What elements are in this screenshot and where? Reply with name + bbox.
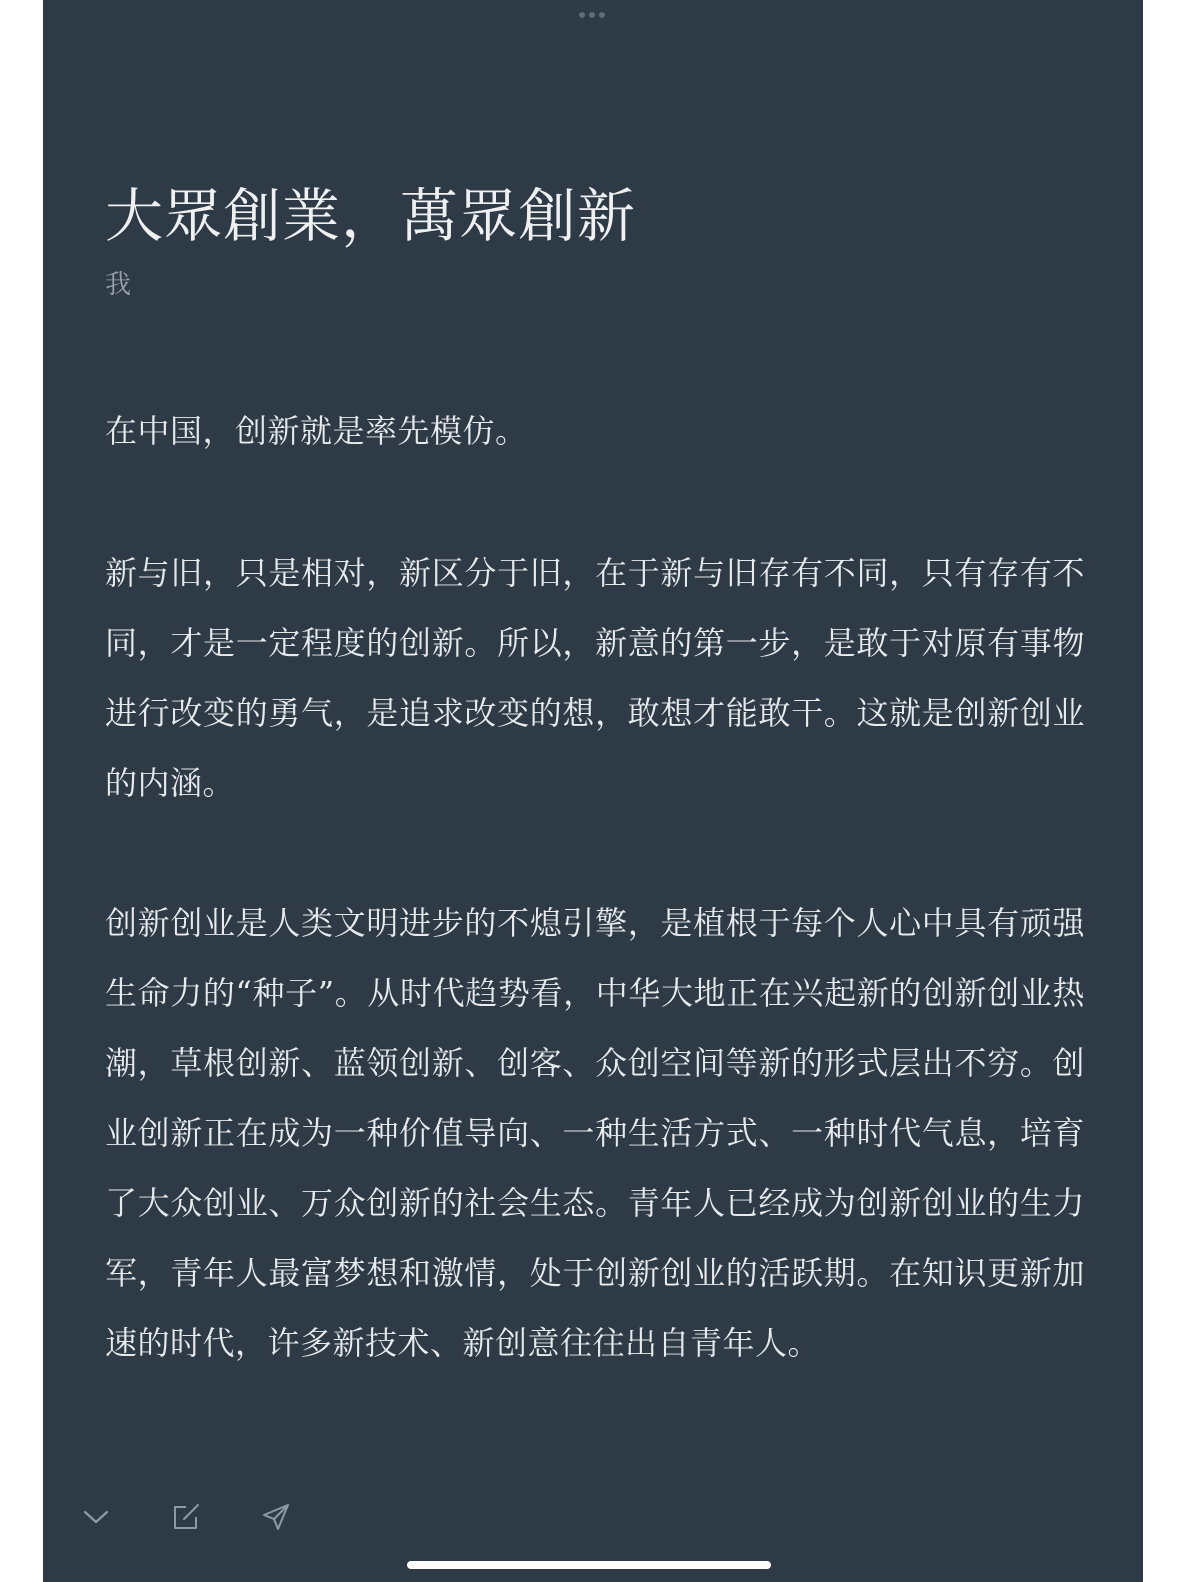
chevron-down-icon[interactable]	[79, 1500, 113, 1534]
document-content	[105, 176, 1085, 1362]
reader-screen	[43, 0, 1143, 1582]
document-title: 大眾創業，萬眾創新	[105, 182, 637, 250]
paragraph-2: 新与旧，只是相对，新区分于旧，在于新与旧存有不同，只有存有不同，才是一定程度的创新。所以，新意的第一步，是敢于对原有事物进行改变的勇气，是追求改变的想，敢想才能敢干。这就是创新创业的内涵。	[105, 554, 1085, 802]
more-options-icon[interactable]	[579, 12, 605, 18]
document-author: 我	[105, 270, 132, 300]
edit-icon[interactable]	[169, 1500, 203, 1534]
send-icon[interactable]	[259, 1500, 293, 1534]
paragraph-3: 创新创业是人类文明进步的不熄引擎，是植根于每个人心中具有顽强生命力的“种子”。从时代趋势看，中华大地正在兴起新的创新创业热潮，草根创新、蓝领创新、创客、众创空间等新的形式层出不穷。创业创新正在成为一种价值导向、一种生活方式、一种时代气息，培育了大众创业、万众创新的社会生态。青年人已经成为创新创业的生力军，青年人最富梦想和激情，处于创新创业的活跃期。在知识更新加速的时代，许多新技术、新创意往往出自青年人。	[105, 904, 1085, 1362]
paragraph-1: 在中国，创新就是率先模仿。	[105, 412, 528, 450]
home-indicator[interactable]	[407, 1561, 771, 1569]
bottom-toolbar	[79, 1500, 293, 1534]
